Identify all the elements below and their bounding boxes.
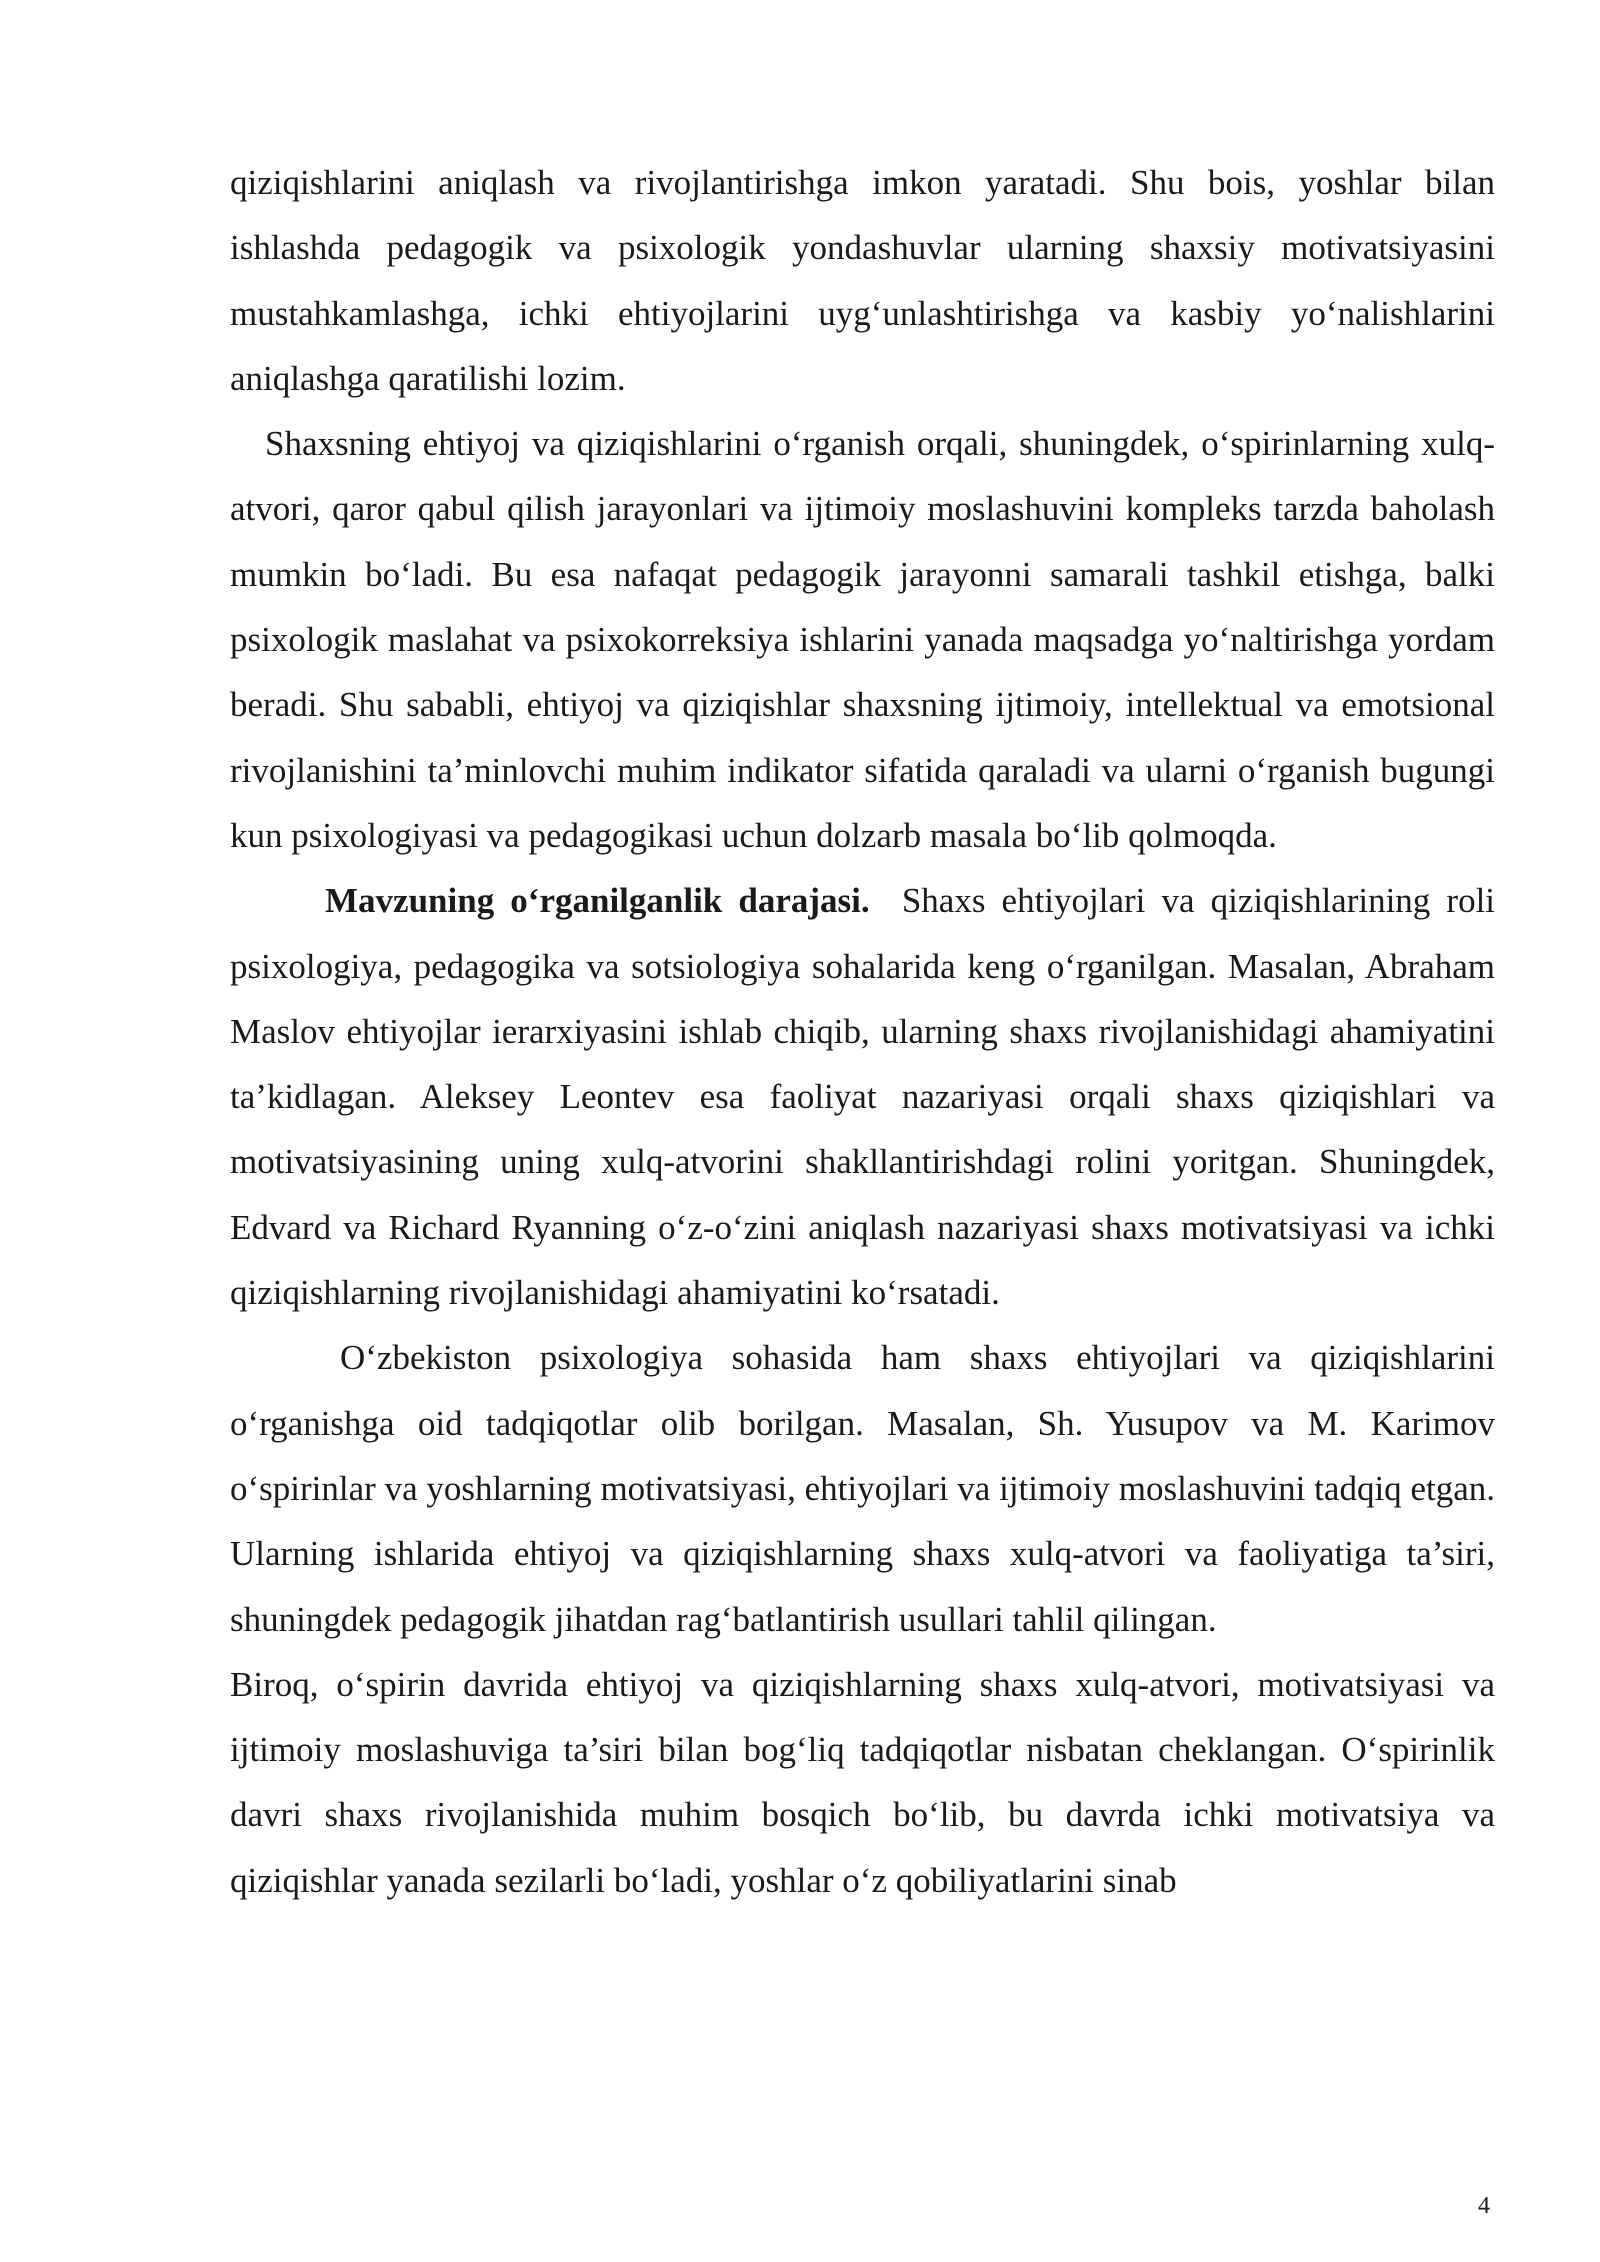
- paragraph-2: Shaxsning ehtiyoj va qiziqishlarini o‘rganish orqali, shuningdek, o‘spirinlarning xulq-atvori, qaror qabul qilish jarayonlari va ijtimoiy moslashuvini kompleks tarzda baholash mumkin bo‘ladi. Bu esa nafaqat pedagogik jarayonni samarali tashkil etishga, balki psixologik maslahat va psixokorreksiya ishlarini yanada maqsadga yo‘naltirishga yordam beradi. Shu sababli, ehtiyoj va qiziqishlar shaxsning ijtimoiy, intellektual va emotsional rivojlanishini ta’minlovchi muhim indikator sifatida qaraladi va ularni o‘rganish bugungi kun psixologiyasi va pedagogikasi uchun dolzarb masala bo‘lib qolmoqda.: [230, 424, 1495, 855]
- paragraph-3-text: Shaxs ehtiyojlari va qiziqishlarining roli psixologiya, pedagogika va sotsiologiya sohalarida keng o‘rganilgan. Masalan, Abraham Maslov ehtiyojlar ierarxiyasini ishlab chiqib, ularning shaxs rivojlanishidagi ahamiyatini ta’kidlagan. Aleksey Leontev esa faoliyat nazariyasi orqali shaxs qiziqishlari va motivatsiyasining uning xulq-atvorini shakllantirishdagi rolini yoritgan. Shuningdek, Edvard va Richard Ryanning o‘z-o‘zini aniqlash nazariyasi shaxs motivatsiyasi va ichki qiziqishlarning rivojlanishidagi ahamiyatini ko‘rsatadi.: [230, 881, 1496, 1313]
- paragraph-1: qiziqishlarini aniqlash va rivojlantirishga imkon yaratadi. Shu bois, yoshlar bilan ishlashda pedagogik va psixologik yondashuvlar ularning shaxsiy motivatsiyasini mustahkamlashga, ichki ehtiyojlarini uyg‘unlashtirishga va kasbiy yo‘nalishlarini aniqlashga qaratilishi lozim.: [230, 163, 1495, 398]
- paragraph-3: [230, 868, 1495, 1325]
- document-page: [230, 150, 1495, 1913]
- section-heading: Mavzuning o‘rganilganlik darajasi.: [325, 881, 870, 921]
- paragraph-5: Biroq, o‘spirin davrida ehtiyoj va qiziqishlarning shaxs xulq-atvori, motivatsiyasi va ijtimoiy moslashuviga ta’siri bilan bog‘liq tadqiqotlar nisbatan cheklangan. O‘spirinlik davri shaxs rivojlanishida muhim bosqich bo‘lib, bu davrda ichki motivatsiya va qiziqishlar yanada sezilarli bo‘ladi, yoshlar o‘z qobiliyatlarini sinab: [230, 1664, 1495, 1900]
- paragraph-4: O‘zbekiston psixologiya sohasida ham shaxs ehtiyojlari va qiziqishlarini o‘rganishga oid tadqiqotlar olib borilgan. Masalan, Sh. Yusupov va M. Karimov o‘spirinlar va yoshlarning motivatsiyasi, ehtiyojlari va ijtimoiy moslashuvini tadqiq etgan. Ularning ishlarida ehtiyoj va qiziqishlarning shaxs xulq-atvori va faoliyatiga ta’siri, shuningdek pedagogik jihatdan rag‘batlantirish usullari tahlil qilingan.: [230, 1338, 1495, 1639]
- page-number: 4: [1478, 2193, 1490, 2219]
